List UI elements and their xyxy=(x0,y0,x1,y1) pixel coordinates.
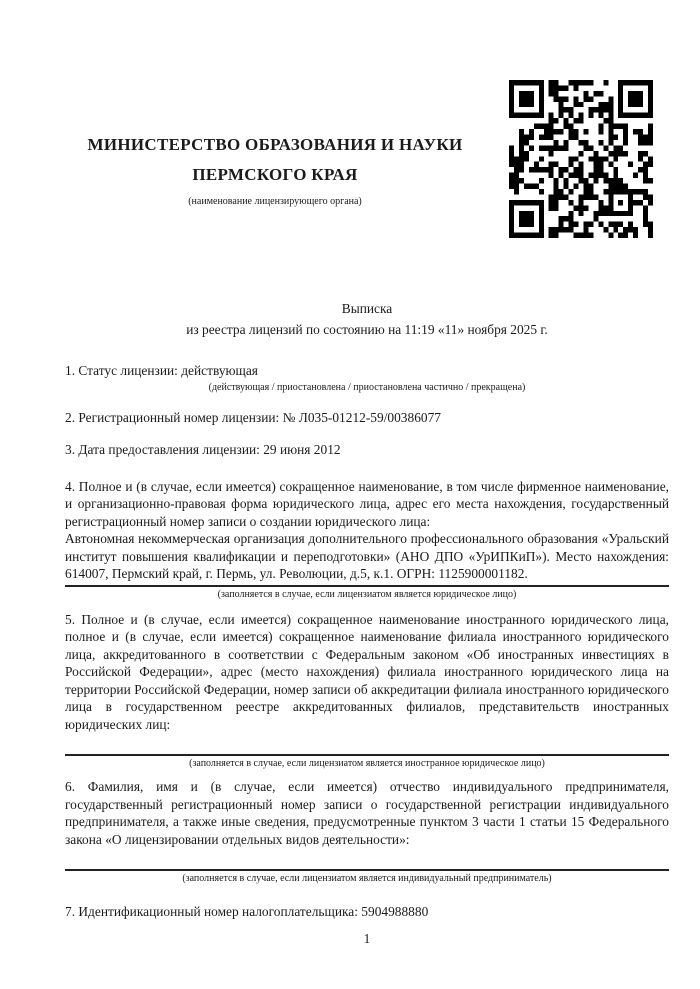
fill-in-rule xyxy=(65,869,669,871)
document-header xyxy=(65,0,669,238)
item-taxpayer-id xyxy=(65,903,669,921)
item-license-status xyxy=(65,362,669,395)
document-subtitle: из реестра лицензий по состоянию на 11:19 «11» ноября 2025 г. xyxy=(186,322,548,337)
document-title: Выписка xyxy=(341,301,393,316)
item-license-date xyxy=(65,441,669,459)
item-text: 4. Полное и (в случае, если имеется) сокращенное наименование, в том числе фирменное наименование, и организационно-правовая форма юридического лица, адрес его места нахождения, государственный регистрационный номер записи о создании юридического лица: xyxy=(65,478,669,529)
rule-caption: (заполняется в случае, если лицензиатом является индивидуальный предприниматель) xyxy=(182,873,552,884)
item-text: 3. Дата предоставления лицензии: 29 июня 2012 xyxy=(65,442,341,457)
fill-in-rule xyxy=(65,585,669,587)
ministry-name-line2: ПЕРМСКОГО КРАЯ xyxy=(192,165,358,184)
item-text: 6. Фамилия, имя и (в случае, если имеется) отчество индивидуального предпринимателя, государственный регистрационный номер записи о государственной регистрации индивидуального предпринимателя, а также иные сведения, предусмотренные пунктом 3 части 1 статьи 15 Федерального закона «О лицензировании отдельных видов деятельности»: xyxy=(65,779,669,847)
rule-caption: (заполняется в случае, если лицензиатом является иностранное юридическое лицо) xyxy=(189,758,545,769)
fill-in-rule xyxy=(65,754,669,756)
qr-code-icon xyxy=(509,80,653,238)
item-caption: (действующая / приостановлена / приостановлена частично / прекращена) xyxy=(208,381,526,393)
document-title-block xyxy=(65,298,669,340)
page-number: 1 xyxy=(363,930,371,946)
item-registration-number xyxy=(65,409,669,427)
ministry-name-line1: МИНИСТЕРСТВО ОБРАЗОВАНИЯ И НАУКИ xyxy=(87,135,463,154)
item-legal-entity xyxy=(65,478,669,602)
rule-caption: (заполняется в случае, если лицензиатом является юридическое лицо) xyxy=(217,588,517,600)
item-entrepreneur xyxy=(65,778,669,886)
item-text: 7. Идентификационный номер налогоплательщика: 5904988880 xyxy=(65,904,429,919)
licensing-authority-block xyxy=(65,80,485,208)
item-foreign-entity xyxy=(65,611,669,772)
item-text: 5. Полное и (в случае, если имеется) сокращенное наименование иностранного юридического лица, полное и (в случае, если имеется) сокращенное наименование филиала иностранного юридического лица, аккредитованного в соответствии с Федеральным законом «Об иностранных инвестициях в Российской Федерации», адрес (место нахождения) филиала иностранного юридического лица на территории Российской Федерации, номер записи об аккредитации филиала иностранного юридического лица в государственном реестре аккредитованных филиалов, представительств иностранных юридических лиц: xyxy=(65,611,669,732)
item-value: Автономная некоммерческая организация дополнительного профессионального образования «Уральский институт повышения квалификации и переподготовки» (АНО ДПО «УрИПКиП»). Место нахождения: 614007, Пермский край, г. Пермь, ул. Революции, д.5, к.1. ОГРН: 1125900001182. xyxy=(65,531,669,581)
ministry-name-caption: (наименование лицензирующего органа) xyxy=(188,196,362,207)
item-text: 1. Статус лицензии: действующая xyxy=(65,363,258,378)
item-text: 2. Регистрационный номер лицензии: № Л035-01212-59/00386077 xyxy=(65,409,441,425)
